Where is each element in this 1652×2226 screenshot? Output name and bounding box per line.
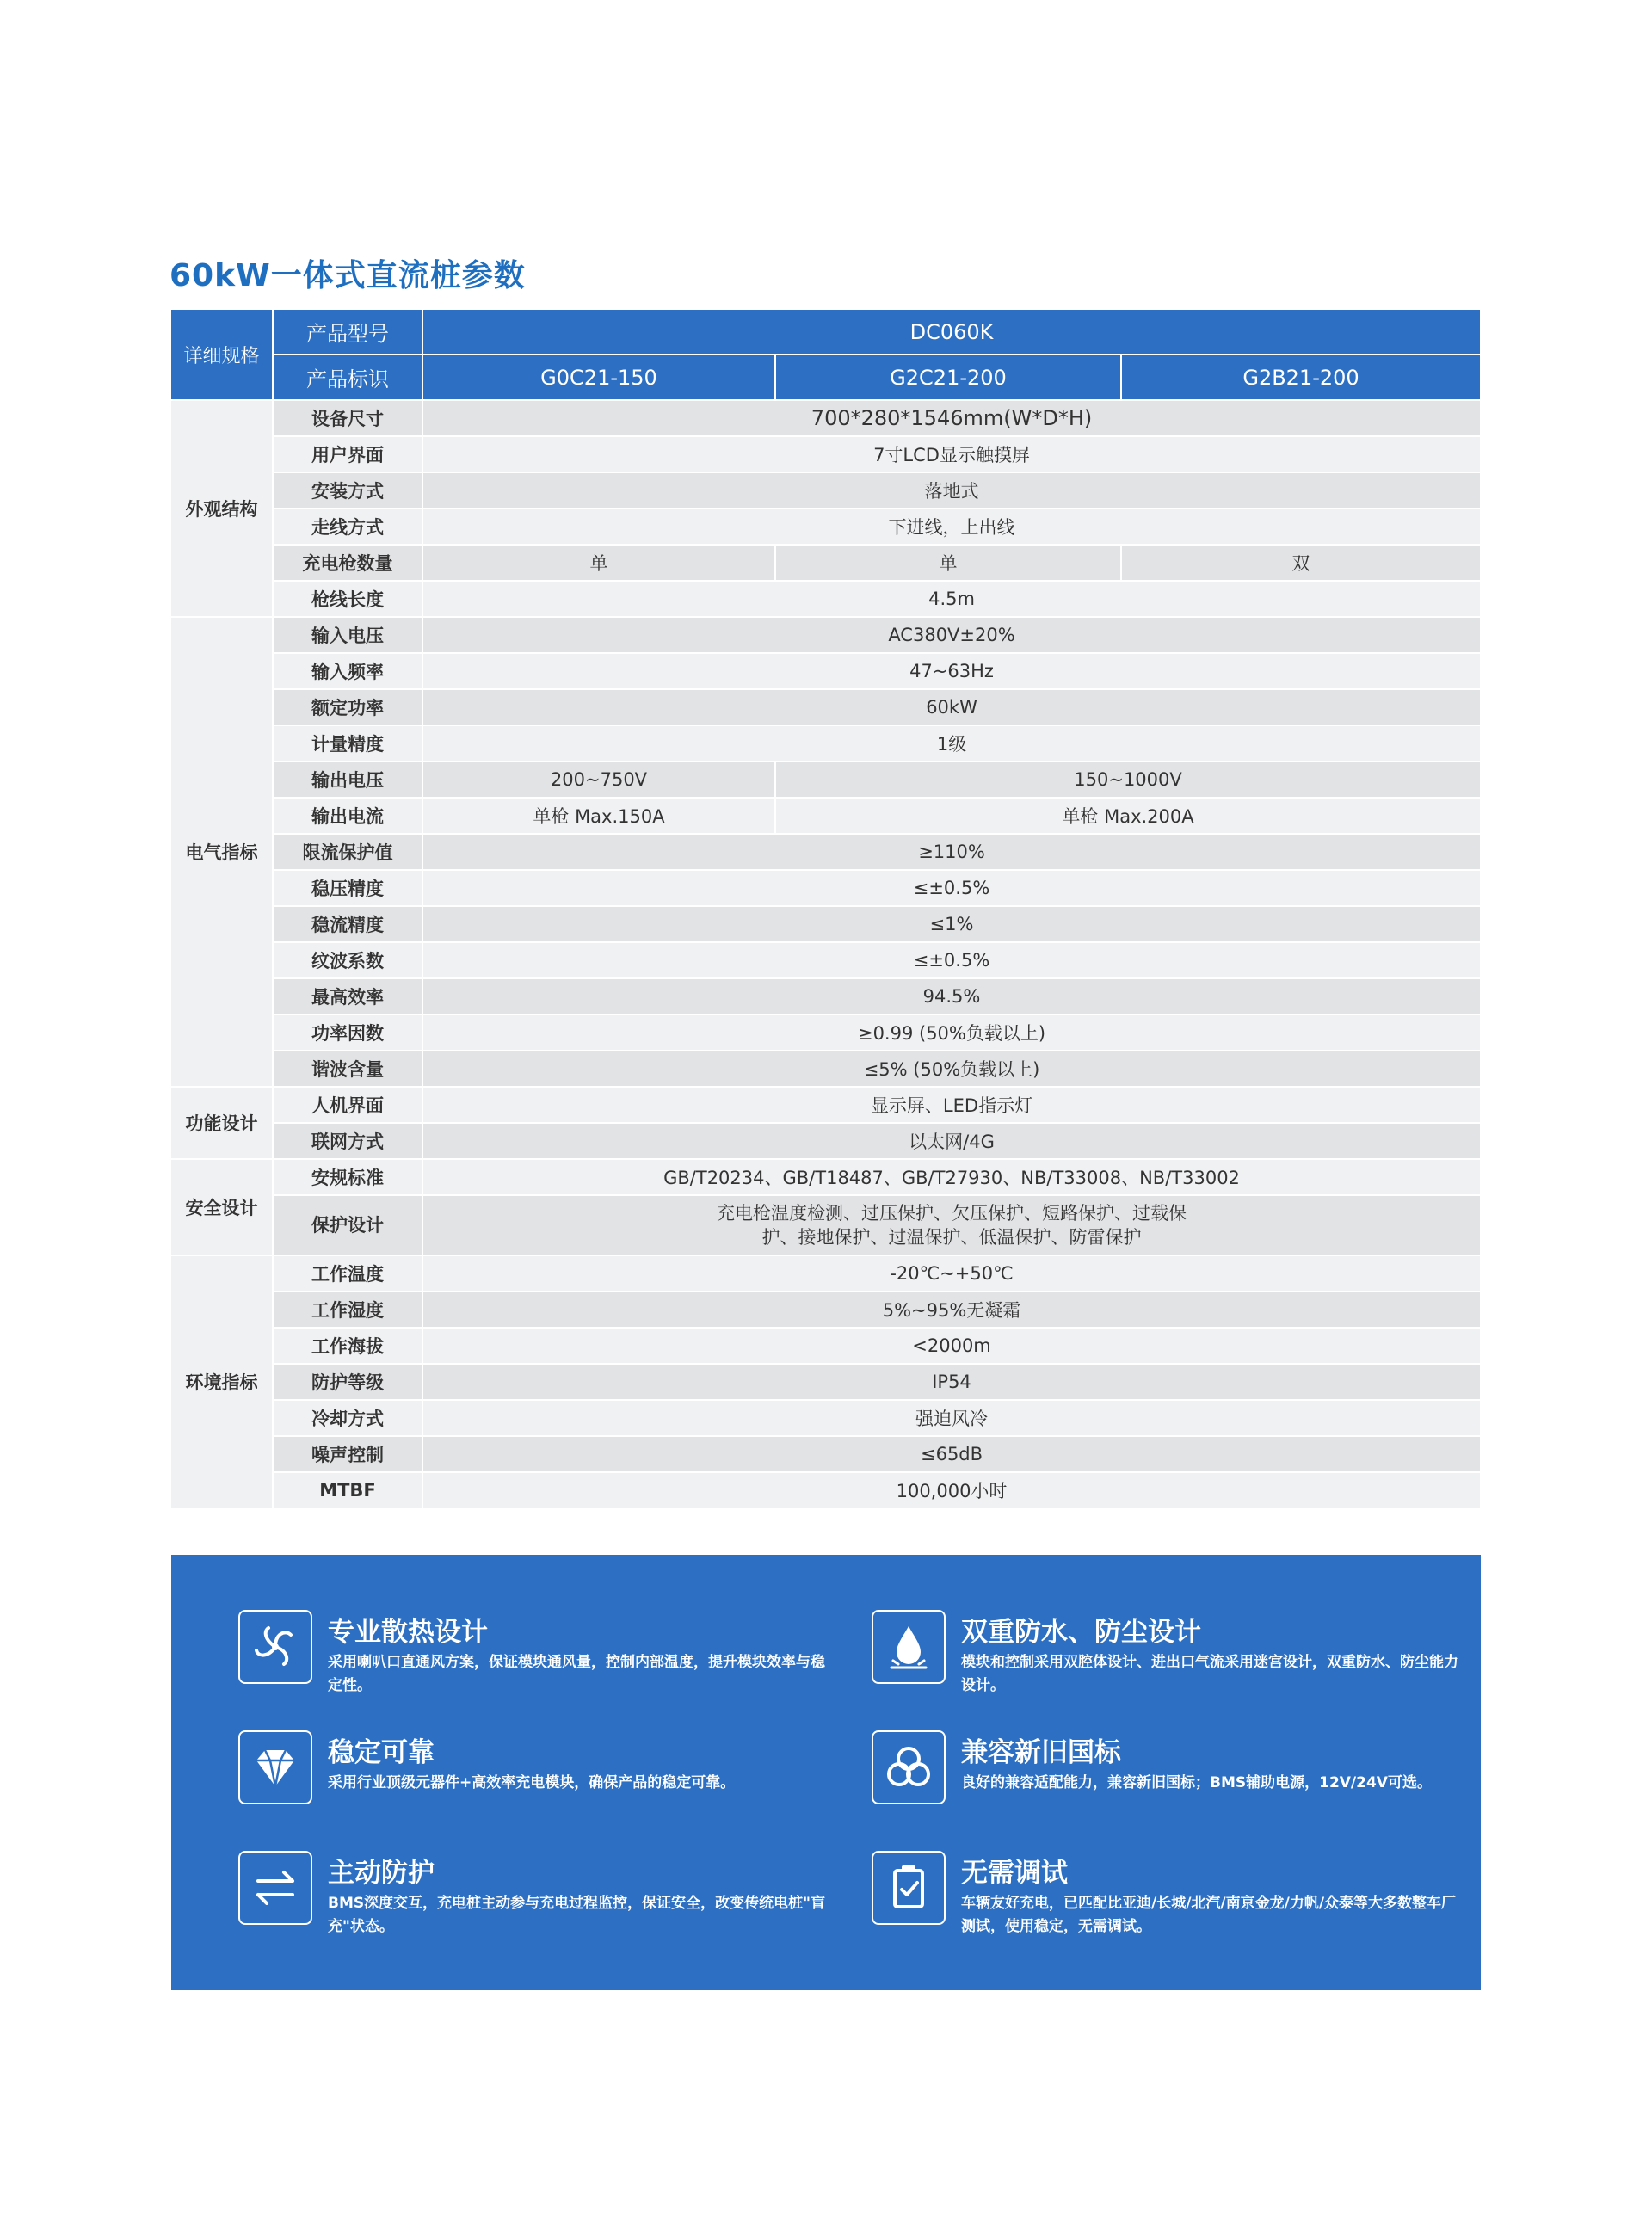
row-label: 充电枪数量: [273, 545, 422, 581]
table-row: [171, 545, 1481, 581]
row-value: 700*280*1546mm(W*D*H): [422, 400, 1481, 436]
row-label: 限流保护值: [273, 834, 422, 870]
table-row: [171, 1159, 1481, 1195]
table-row: [171, 1087, 1481, 1123]
features-panel: [171, 1555, 1481, 1990]
id-value: G2B21-200: [1121, 355, 1481, 400]
row-label: 安装方式: [273, 472, 422, 509]
table-row: [171, 942, 1481, 978]
row-label: 枪线长度: [273, 581, 422, 617]
model-value: DC060K: [422, 310, 1481, 355]
row-label: 冷却方式: [273, 1400, 422, 1436]
row-label: 走线方式: [273, 509, 422, 545]
table-row: [171, 1292, 1481, 1328]
row-value: 7寸LCD显示触摸屏: [422, 436, 1481, 472]
table-row: [171, 400, 1481, 436]
feature-desc: 车辆友好充电，已匹配比亚迪/长城/北汽/南京金龙/力帆/众泰等大多数整车厂测试，使用稳定，无需调试。: [961, 1895, 1457, 1935]
table-row: [171, 581, 1481, 617]
section-label: 电气指标: [171, 617, 273, 1087]
row-label: MTBF: [273, 1472, 422, 1508]
feature-desc: 良好的兼容适配能力，兼容新旧国标；BMS辅助电源，12V/24V可选。: [961, 1774, 1432, 1791]
row-label: 谐波含量: [273, 1051, 422, 1087]
row-label: 输出电压: [273, 762, 422, 798]
row-label: 纹波系数: [273, 942, 422, 978]
row-value: ≤±0.5%: [422, 942, 1481, 978]
feature-desc: BMS深度交互，充电桩主动参与充电过程监控，保证安全，改变传统电桩"盲充"状态。: [328, 1895, 825, 1935]
row-value: 显示屏、LED指示灯: [422, 1087, 1481, 1123]
header-row-model: [171, 310, 1481, 355]
section-label: 环境指标: [171, 1255, 273, 1508]
arrows-icon: [238, 1851, 312, 1925]
table-row: [171, 1364, 1481, 1400]
table-row: [171, 1255, 1481, 1292]
table-row: [171, 1472, 1481, 1508]
row-value: 强迫风冷: [422, 1400, 1481, 1436]
table-row: [171, 1328, 1481, 1364]
row-value: ≥0.99 (50%负载以上): [422, 1014, 1481, 1051]
feature-card: [238, 1849, 841, 1944]
row-value: 以太网/4G: [422, 1123, 1481, 1159]
row-value: 落地式: [422, 472, 1481, 509]
feature-desc: 采用行业顶级元器件+高效率充电模块，确保产品的稳定可靠。: [328, 1774, 736, 1791]
row-value: ≤±0.5%: [422, 870, 1481, 906]
row-label: 输入频率: [273, 653, 422, 689]
row-value: 47~63Hz: [422, 653, 1481, 689]
table-row: [171, 1051, 1481, 1087]
table-row: [171, 1400, 1481, 1436]
id-value: G0C21-150: [422, 355, 775, 400]
row-label: 功率因数: [273, 1014, 422, 1051]
row-label: 联网方式: [273, 1123, 422, 1159]
header-row-id: [171, 355, 1481, 400]
id-value: G2C21-200: [775, 355, 1121, 400]
table-row: [171, 798, 1481, 834]
table-row: [171, 1436, 1481, 1472]
water-drop-icon: [872, 1610, 946, 1684]
id-label: 产品标识: [273, 355, 422, 400]
row-value: 1级: [422, 725, 1481, 762]
row-value: 200~750V: [422, 762, 775, 798]
section-label: 外观结构: [171, 400, 273, 617]
table-row: [171, 689, 1481, 725]
feature-title: 无需调试: [961, 1858, 1068, 1889]
diamond-icon: [238, 1730, 312, 1804]
table-row: [171, 653, 1481, 689]
table-row: [171, 1195, 1481, 1255]
section-label: 安全设计: [171, 1159, 273, 1255]
row-label: 用户界面: [273, 436, 422, 472]
row-label: 稳流精度: [273, 906, 422, 942]
model-label: 产品型号: [273, 310, 422, 355]
row-label: 防护等级: [273, 1364, 422, 1400]
row-label: 工作海拔: [273, 1328, 422, 1364]
row-value: 5%~95%无凝霜: [422, 1292, 1481, 1328]
row-value: 4.5m: [422, 581, 1481, 617]
row-label: 工作湿度: [273, 1292, 422, 1328]
page-title: 60kW一体式直流桩参数: [170, 258, 526, 293]
table-row: [171, 978, 1481, 1014]
row-label: 输出电流: [273, 798, 422, 834]
feature-card: [238, 1729, 841, 1823]
feature-desc: 模块和控制采用双腔体设计、进出口气流采用迷宫设计，双重防水、防尘能力设计。: [961, 1654, 1458, 1694]
table-row: [171, 617, 1481, 653]
table-row: [171, 762, 1481, 798]
row-label: 稳压精度: [273, 870, 422, 906]
table-row: [171, 725, 1481, 762]
row-value: ≤5% (50%负载以上): [422, 1051, 1481, 1087]
row-label: 输入电压: [273, 617, 422, 653]
feature-card: [872, 1608, 1474, 1703]
spec-table: [171, 310, 1482, 1509]
feature-title: 主动防护: [328, 1858, 435, 1889]
row-value: ≤65dB: [422, 1436, 1481, 1472]
row-label: 计量精度: [273, 725, 422, 762]
row-value: AC380V±20%: [422, 617, 1481, 653]
table-row: [171, 906, 1481, 942]
row-label: 噪声控制: [273, 1436, 422, 1472]
row-value: 150~1000V: [775, 762, 1481, 798]
row-label: 最高效率: [273, 978, 422, 1014]
table-row: [171, 472, 1481, 509]
circles-icon: [872, 1730, 946, 1804]
row-label: 安规标准: [273, 1159, 422, 1195]
row-value: 双: [1121, 545, 1481, 581]
row-value: 充电枪温度检测、过压保护、欠压保护、短路保护、过载保护、接地保护、过温保护、低温保护、防雷保护: [422, 1195, 1481, 1255]
feature-title: 双重防水、防尘设计: [961, 1617, 1201, 1648]
feature-desc: 采用喇叭口直通风方案，保证模块通风量，控制内部温度，提升模块效率与稳定性。: [328, 1654, 825, 1694]
row-value: GB/T20234、GB/T18487、GB/T27930、NB/T33008、NB/T33002: [422, 1159, 1481, 1195]
row-value: ≥110%: [422, 834, 1481, 870]
row-label: 工作温度: [273, 1255, 422, 1292]
row-value: 60kW: [422, 689, 1481, 725]
row-value: 单: [775, 545, 1121, 581]
feature-card: [872, 1849, 1474, 1944]
row-label: 设备尺寸: [273, 400, 422, 436]
table-row: [171, 1014, 1481, 1051]
row-value: IP54: [422, 1364, 1481, 1400]
section-label: 功能设计: [171, 1087, 273, 1159]
table-row: [171, 509, 1481, 545]
feature-title: 兼容新旧国标: [961, 1737, 1121, 1768]
row-value: ≤1%: [422, 906, 1481, 942]
row-value: 单: [422, 545, 775, 581]
table-row: [171, 1123, 1481, 1159]
clipboard-check-icon: [872, 1851, 946, 1925]
row-value: 100,000小时: [422, 1472, 1481, 1508]
row-label: 额定功率: [273, 689, 422, 725]
row-value: 94.5%: [422, 978, 1481, 1014]
feature-card: [872, 1729, 1474, 1823]
row-value: 下进线，上出线: [422, 509, 1481, 545]
row-value: -20℃~+50℃: [422, 1255, 1481, 1292]
feature-card: [238, 1608, 841, 1703]
row-label: 保护设计: [273, 1195, 422, 1255]
feature-title: 专业散热设计: [328, 1617, 488, 1648]
row-label: 人机界面: [273, 1087, 422, 1123]
fan-icon: [238, 1610, 312, 1684]
row-value: 单枪 Max.150A: [422, 798, 775, 834]
row-value: <2000m: [422, 1328, 1481, 1364]
table-row: [171, 436, 1481, 472]
table-row: [171, 834, 1481, 870]
table-row: [171, 870, 1481, 906]
feature-title: 稳定可靠: [328, 1737, 435, 1768]
spec-header-label: 详细规格: [171, 310, 273, 400]
row-value: 单枪 Max.200A: [775, 798, 1481, 834]
